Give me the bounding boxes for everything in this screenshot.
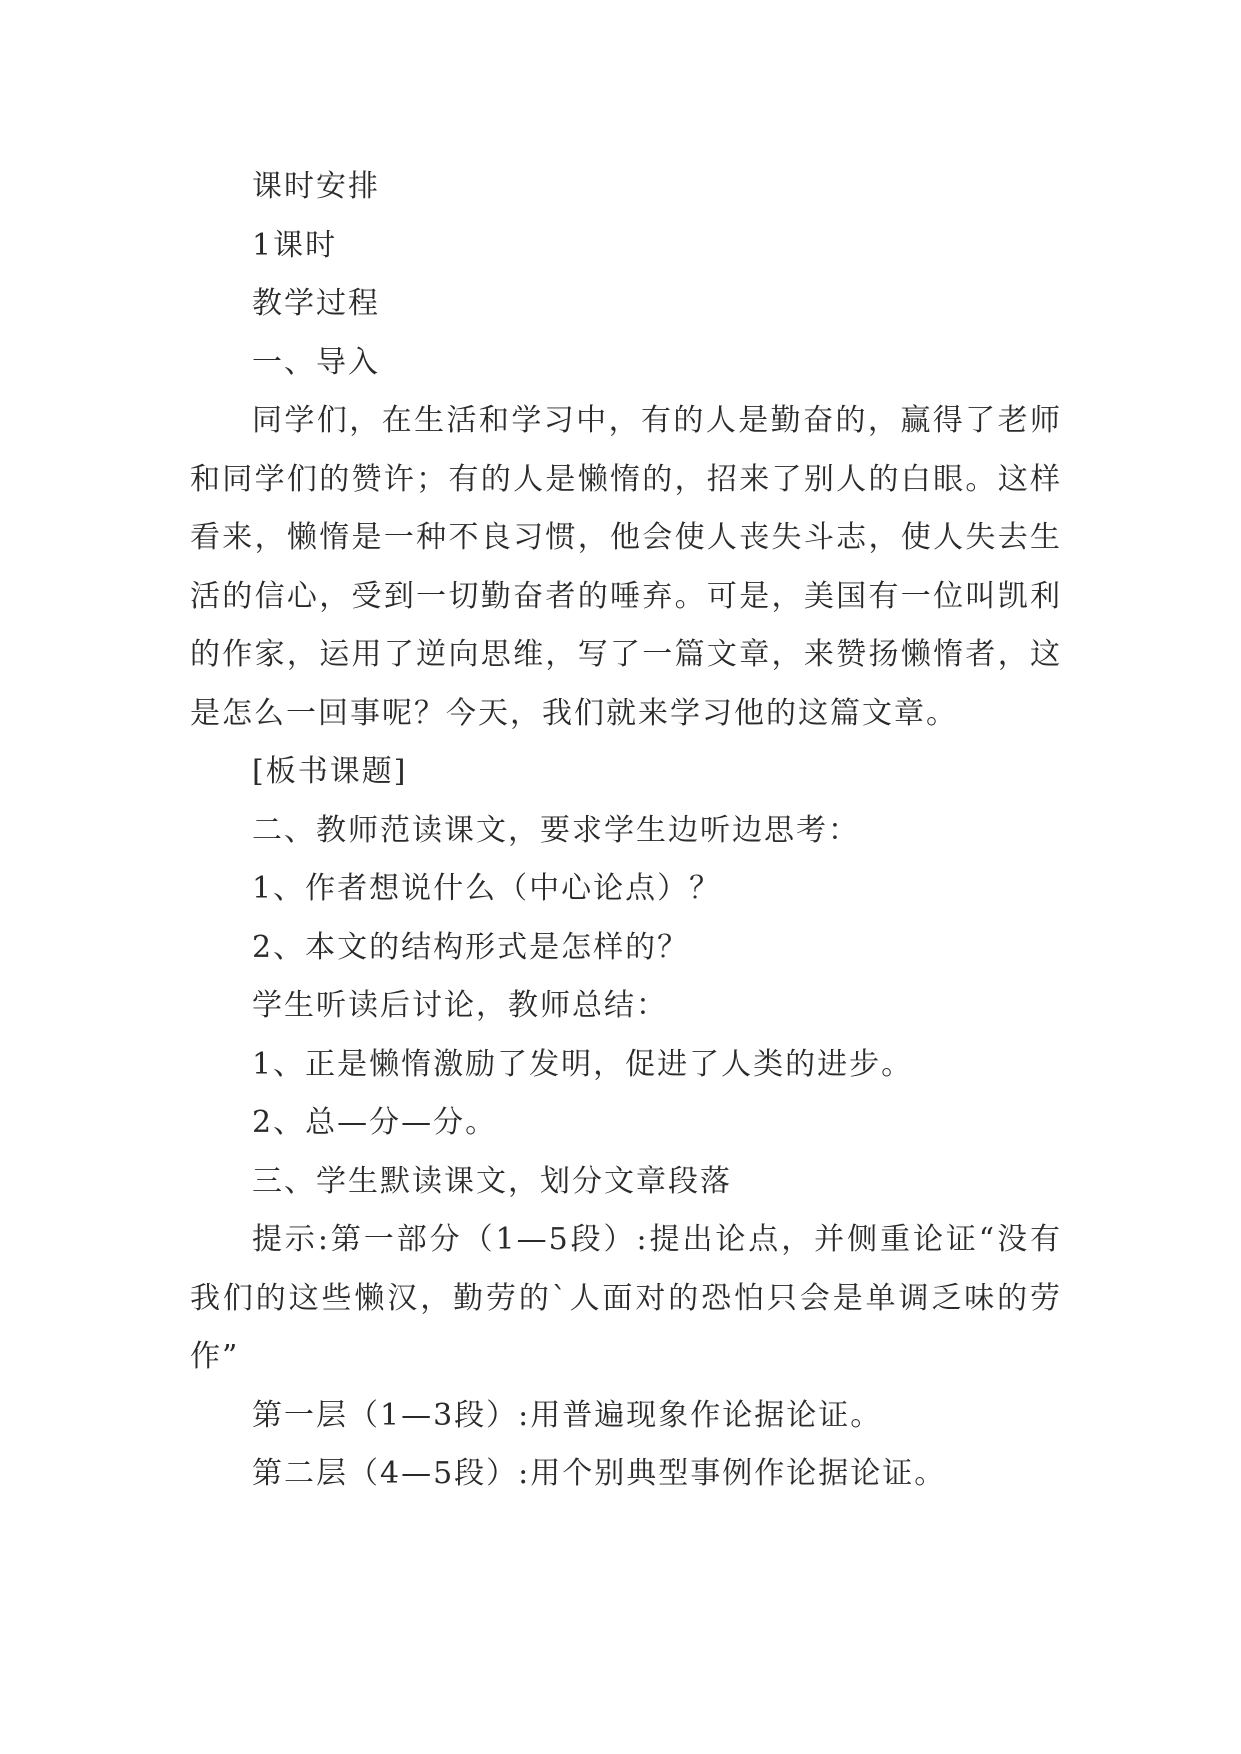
- step-heading-paragraphing: 三、学生默读课文，划分文章段落: [252, 1163, 732, 1199]
- document-page: [190, 158, 1062, 1504]
- hint-paragraph: 提示:第一部分（1—5段）:提出论点，并侧重论证“没有我们的这些懒汉，勤劳的`人面对的恐怕只会是单调乏味的劳作”: [190, 1222, 1062, 1374]
- step-heading-intro: 一、导入: [252, 344, 380, 380]
- layer-item-2: 第二层（4—5段）:用个别典型事例作论据论证。: [252, 1456, 947, 1491]
- intro-paragraph: 同学们，在生活和学习中，有的人是勤奋的，赢得了老师和同学们的赞许；有的人是懒惰的，招来了别人的白眼。这样看来，懒惰是一种不良习惯，他会使人丧失斗志，使人失去生活的信心，受到一切勤奋者的唾弃。可是，美国有一位叫凯利的作家，运用了逆向思维，写了一篇文章，来赞扬懒惰者，这是怎么一回事呢？今天，我们就来学习他的这篇文章。: [190, 403, 1062, 731]
- board-title-note: [板书课题]: [252, 754, 408, 789]
- section-heading-schedule: 课时安排: [252, 169, 380, 204]
- answer-item-1: 1、正是懒惰激励了发明，促进了人类的进步。: [252, 1046, 914, 1082]
- section-heading-process: 教学过程: [252, 286, 380, 321]
- answer-item-2: 2、总—分—分。: [252, 1105, 498, 1140]
- question-item-1: 1、作者想说什么（中心论点）？: [252, 871, 722, 906]
- discussion-summary-label: 学生听读后讨论，教师总结：: [252, 988, 668, 1023]
- step-heading-reading: 二、教师范读课文，要求学生边听边思考：: [252, 812, 860, 848]
- layer-item-1: 第一层（1—3段）:用普遍现象作论据论证。: [252, 1397, 883, 1433]
- schedule-value: 1课时: [252, 227, 338, 263]
- question-item-2: 2、本文的结构形式是怎样的？: [252, 929, 690, 965]
